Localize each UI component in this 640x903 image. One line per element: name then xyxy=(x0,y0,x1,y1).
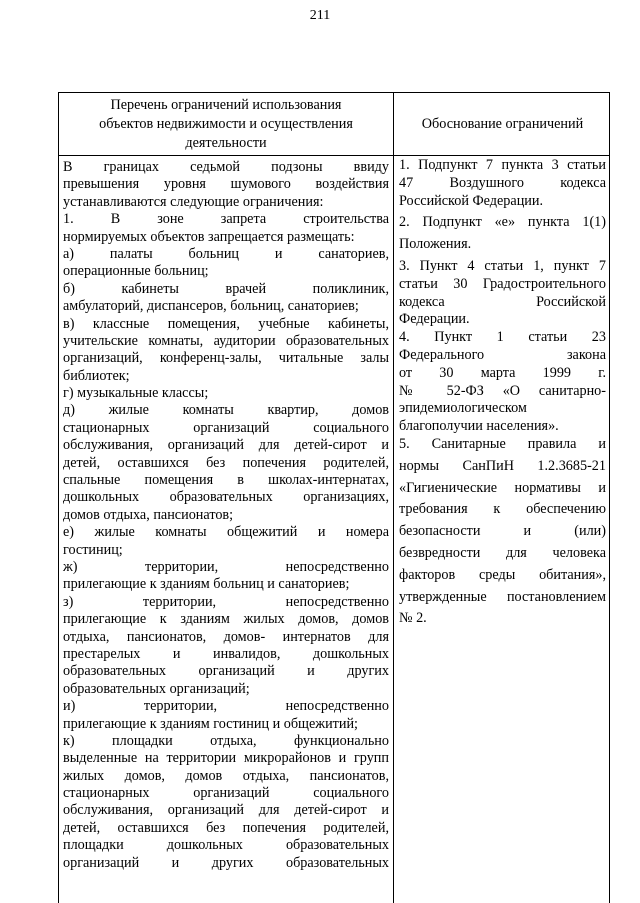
text-line: спальные помещения в школах-интернатах, xyxy=(63,472,389,489)
text-line: факторов среды обитания», xyxy=(399,566,606,583)
text-line: Федерации. xyxy=(399,311,470,328)
text-line: образовательных организаций и других xyxy=(63,663,389,680)
page-number: 211 xyxy=(309,8,331,23)
header-left-line: объектов недвижимости и осуществления xyxy=(99,116,353,132)
text-line: Положения. xyxy=(399,236,472,253)
text-line: обслуживания, организаций для детей-сирот и xyxy=(63,437,389,454)
text-line: «Гигиенические нормативы и xyxy=(399,479,606,496)
text-line: операционные больниц; xyxy=(63,263,209,280)
text-line: прилегающие к зданиям больниц и санаториев; xyxy=(63,576,350,593)
text-line: з) территории, непосредственно xyxy=(63,593,389,610)
text-line: 5. Санитарные правила и xyxy=(399,435,606,452)
text-line: а) палаты больниц и санаториев, xyxy=(63,245,389,262)
text-line: от 30 марта 1999 г. xyxy=(399,364,606,381)
text-line: № 2. xyxy=(399,610,427,627)
restrictions-table xyxy=(58,92,610,903)
text-line: д) жилые комнаты квартир, домов xyxy=(63,402,389,419)
text-line: прилегающие к зданиям жилых домов, домов xyxy=(63,611,389,628)
text-line: 1. В зоне запрета строительства xyxy=(63,211,389,228)
text-line: кодекса Российской xyxy=(399,293,606,310)
text-line: к) площадки отдыха, функционально xyxy=(63,732,389,749)
text-line: благополучии населения». xyxy=(399,418,559,435)
header-left-line: деятельности xyxy=(185,135,267,151)
text-line: отдыха, пансионатов, домов- интернатов для xyxy=(63,628,389,645)
text-line: выделенные на территории микрорайонов и групп xyxy=(63,750,389,767)
text-line: нормы СанПиН 1.2.3685-21 xyxy=(399,457,606,474)
text-line: образовательных организаций; xyxy=(63,680,250,697)
restrictions-cell xyxy=(63,159,389,872)
text-line: 4. Пункт 1 статьи 23 xyxy=(399,329,606,346)
text-line: организаций и других образовательных xyxy=(63,854,389,871)
text-line: безвредности для человека xyxy=(399,544,606,561)
header-justification: Обоснование ограничений xyxy=(421,116,584,132)
text-line: обслуживания, организаций для детей-сирот и xyxy=(63,802,389,819)
column-divider xyxy=(393,93,394,903)
text-line: № 52-ФЗ «О санитарно- xyxy=(399,382,606,399)
text-line: жилых домов, домов отдыха, пансионатов, xyxy=(63,767,389,784)
text-line: прилегающие к зданиям гостиниц и общежитий; xyxy=(63,715,358,732)
text-line: 2. Подпункт «е» пункта 1(1) xyxy=(399,214,606,231)
text-line: утвержденные постановлением xyxy=(399,588,606,605)
text-line: 1. Подпункт 7 пункта 3 статьи xyxy=(399,157,606,173)
text-line: безопасности и (или) xyxy=(399,523,606,540)
text-line: домов отдыха, пансионатов; xyxy=(63,506,234,523)
text-line: в) классные помещения, учебные кабинеты, xyxy=(63,315,389,332)
text-line: превышения уровня шумового воздействия xyxy=(63,176,389,193)
text-line: стационарных организаций социального xyxy=(63,785,389,802)
text-line: 3. Пункт 4 статьи 1, пункт 7 xyxy=(399,257,606,274)
text-line: гостиниц; xyxy=(63,541,123,558)
header-divider xyxy=(59,155,609,156)
text-line: и) территории, непосредственно xyxy=(63,698,389,715)
text-line: устанавливаются следующие ограничения: xyxy=(63,193,324,210)
justification-cell xyxy=(399,157,606,628)
text-line: учительские комнаты, аудитории образовательных xyxy=(63,332,389,349)
text-line: эпидемиологическом xyxy=(399,400,527,417)
header-left-line: Перечень ограничений использования xyxy=(110,97,342,113)
text-line: В границах седьмой подзоны ввиду xyxy=(63,159,389,175)
text-line: Российской Федерации. xyxy=(399,192,544,209)
text-line: ж) территории, непосредственно xyxy=(63,558,389,575)
text-line: нормируемых объектов запрещается размещать: xyxy=(63,228,355,245)
text-line: стационарных организаций социального xyxy=(63,419,389,436)
header-restrictions-list xyxy=(59,93,393,155)
text-line: б) кабинеты врачей поликлиник, xyxy=(63,280,389,297)
text-line: престарелых и инвалидов, дошкольных xyxy=(63,645,389,662)
text-line: статьи 30 Градостроительного xyxy=(399,275,606,292)
text-line: дошкольных образовательных организациях, xyxy=(63,489,389,506)
text-line: детей, оставшихся без попечения родителей, xyxy=(63,819,389,836)
text-line: г) музыкальные классы; xyxy=(63,385,209,402)
text-line: требования к обеспечению xyxy=(399,501,606,518)
text-line: площадки дошкольных образовательных xyxy=(63,837,389,854)
text-line: амбулаторий, диспансеров, больниц, санаториев; xyxy=(63,298,359,315)
text-line: е) жилые комнаты общежитий и номера xyxy=(63,524,389,541)
text-line: детей, оставшихся без попечения родителей, xyxy=(63,454,389,471)
text-line: Федерального закона xyxy=(399,346,606,363)
text-line: 47 Воздушного кодекса xyxy=(399,174,606,191)
text-line: организаций, конференц-залы, читальные залы xyxy=(63,350,389,367)
text-line: библиотек; xyxy=(63,367,130,384)
